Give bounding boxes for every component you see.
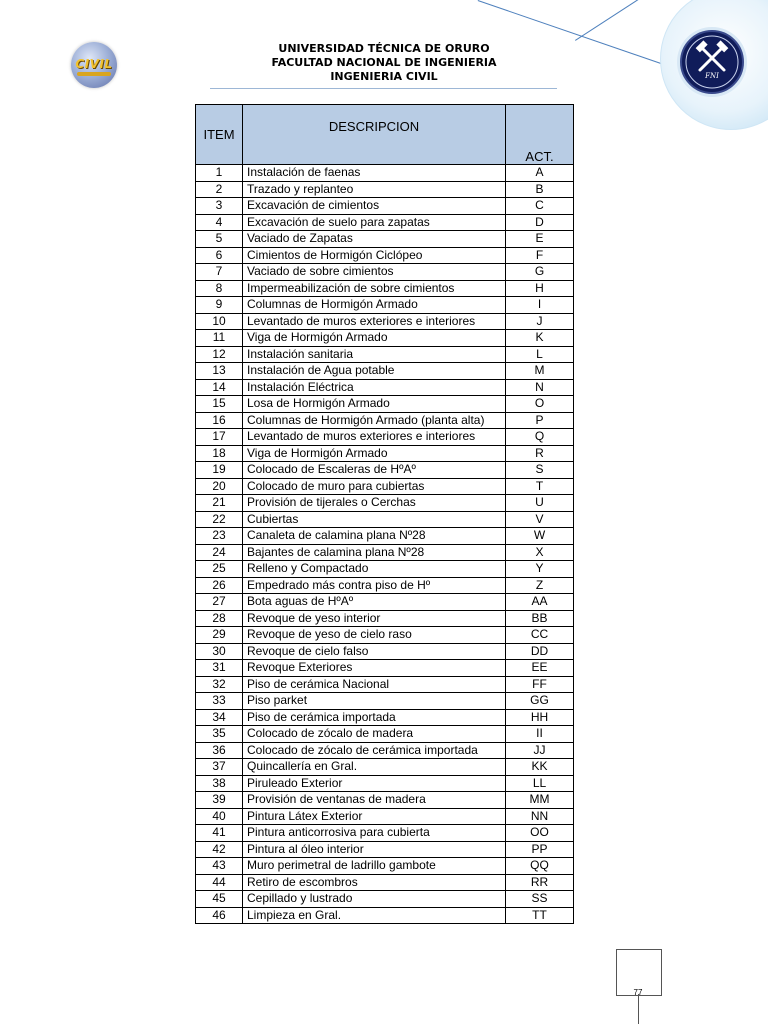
table-row (196, 313, 574, 330)
item-number-cell: 33 (196, 693, 243, 710)
description-cell: Levantado de muros exteriores e interiores (243, 313, 506, 330)
table-row (196, 445, 574, 462)
item-number-cell: 43 (196, 858, 243, 875)
table-row (196, 396, 574, 413)
description-cell: Losa de Hormigón Armado (243, 396, 506, 413)
item-number-cell: 34 (196, 709, 243, 726)
item-number-cell: 27 (196, 594, 243, 611)
item-number-cell: 37 (196, 759, 243, 776)
description-cell: Instalación Eléctrica (243, 379, 506, 396)
activity-code-cell: P (506, 412, 574, 429)
table-row (196, 891, 574, 908)
table-row (196, 825, 574, 842)
table-row (196, 231, 574, 248)
activity-code-cell: X (506, 544, 574, 561)
table-row (196, 792, 574, 809)
item-number-cell: 36 (196, 742, 243, 759)
item-number-cell: 4 (196, 214, 243, 231)
activity-code-cell: I (506, 297, 574, 314)
table-row (196, 759, 574, 776)
table-row (196, 808, 574, 825)
item-number-cell: 45 (196, 891, 243, 908)
description-cell: Quincallería en Gral. (243, 759, 506, 776)
item-number-cell: 9 (196, 297, 243, 314)
description-cell: Cimientos de Hormigón Ciclópeo (243, 247, 506, 264)
table-row (196, 528, 574, 545)
activity-code-cell: TT (506, 907, 574, 924)
table-row (196, 330, 574, 347)
item-number-cell: 13 (196, 363, 243, 380)
item-number-cell: 39 (196, 792, 243, 809)
activity-code-cell: MM (506, 792, 574, 809)
table-row (196, 478, 574, 495)
item-number-cell: 5 (196, 231, 243, 248)
activity-code-cell: A (506, 165, 574, 182)
description-cell: Viga de Hormigón Armado (243, 445, 506, 462)
table-header-row (196, 105, 574, 165)
activity-code-cell: QQ (506, 858, 574, 875)
item-number-cell: 31 (196, 660, 243, 677)
description-cell: Instalación sanitaria (243, 346, 506, 363)
description-cell: Provisión de ventanas de madera (243, 792, 506, 809)
description-cell: Cepillado y lustrado (243, 891, 506, 908)
table-row (196, 297, 574, 314)
description-cell: Viga de Hormigón Armado (243, 330, 506, 347)
item-number-cell: 17 (196, 429, 243, 446)
column-header-item: ITEM (196, 105, 243, 165)
table-row (196, 462, 574, 479)
table-row (196, 643, 574, 660)
item-number-cell: 35 (196, 726, 243, 743)
activity-code-cell: E (506, 231, 574, 248)
activity-code-cell: H (506, 280, 574, 297)
description-cell: Muro perimetral de ladrillo gambote (243, 858, 506, 875)
table-row (196, 214, 574, 231)
description-cell: Vaciado de sobre cimientos (243, 264, 506, 281)
table-row (196, 841, 574, 858)
item-number-cell: 11 (196, 330, 243, 347)
activity-code-cell: OO (506, 825, 574, 842)
item-number-cell: 23 (196, 528, 243, 545)
description-cell: Colocado de zócalo de cerámica importada (243, 742, 506, 759)
item-number-cell: 12 (196, 346, 243, 363)
description-cell: Provisión de tijerales o Cerchas (243, 495, 506, 512)
table-row (196, 874, 574, 891)
faculty-name: FACULTAD NACIONAL DE INGENIERIA (271, 56, 497, 69)
activity-code-cell: V (506, 511, 574, 528)
activity-code-cell: LL (506, 775, 574, 792)
description-cell: Instalación de faenas (243, 165, 506, 182)
table-row (196, 165, 574, 182)
table-row (196, 495, 574, 512)
table-row (196, 775, 574, 792)
item-number-cell: 22 (196, 511, 243, 528)
description-cell: Pintura al óleo interior (243, 841, 506, 858)
department-name: INGENIERIA CIVIL (330, 70, 438, 83)
table-row (196, 561, 574, 578)
description-cell: Revoque de yeso interior (243, 610, 506, 627)
activity-code-cell: W (506, 528, 574, 545)
activity-code-cell: L (506, 346, 574, 363)
activity-code-cell: NN (506, 808, 574, 825)
column-header-activity: ACT. (506, 105, 574, 165)
description-cell: Vaciado de Zapatas (243, 231, 506, 248)
activity-code-cell: SS (506, 891, 574, 908)
description-cell: Columnas de Hormigón Armado (243, 297, 506, 314)
description-cell: Empedrado más contra piso de Hº (243, 577, 506, 594)
description-cell: Trazado y replanteo (243, 181, 506, 198)
table-row (196, 693, 574, 710)
item-number-cell: 30 (196, 643, 243, 660)
table-row (196, 379, 574, 396)
item-number-cell: 20 (196, 478, 243, 495)
table-row (196, 627, 574, 644)
item-number-cell: 3 (196, 198, 243, 215)
item-number-cell: 18 (196, 445, 243, 462)
table-row (196, 264, 574, 281)
description-cell: Bota aguas de HºAº (243, 594, 506, 611)
activity-code-cell: CC (506, 627, 574, 644)
description-cell: Relleno y Compactado (243, 561, 506, 578)
activity-code-cell: T (506, 478, 574, 495)
activity-code-cell: RR (506, 874, 574, 891)
item-number-cell: 2 (196, 181, 243, 198)
activity-code-cell: R (506, 445, 574, 462)
description-cell: Colocado de Escaleras de HºAº (243, 462, 506, 479)
activity-code-cell: KK (506, 759, 574, 776)
table-row (196, 346, 574, 363)
header-divider (210, 88, 557, 89)
item-number-cell: 21 (196, 495, 243, 512)
badge-label: FNI (705, 72, 719, 80)
table-row (196, 511, 574, 528)
description-cell: Colocado de muro para cubiertas (243, 478, 506, 495)
table-row (196, 280, 574, 297)
item-number-cell: 44 (196, 874, 243, 891)
description-cell: Colocado de zócalo de madera (243, 726, 506, 743)
item-number-cell: 41 (196, 825, 243, 842)
description-cell: Excavación de cimientos (243, 198, 506, 215)
table-row (196, 363, 574, 380)
table-row (196, 577, 574, 594)
activity-code-cell: F (506, 247, 574, 264)
table-row (196, 247, 574, 264)
table-row (196, 412, 574, 429)
item-number-cell: 6 (196, 247, 243, 264)
table-row (196, 198, 574, 215)
description-cell: Piruleado Exterior (243, 775, 506, 792)
activity-code-cell: C (506, 198, 574, 215)
item-number-cell: 26 (196, 577, 243, 594)
activity-code-cell: N (506, 379, 574, 396)
item-number-cell: 32 (196, 676, 243, 693)
item-number-cell: 19 (196, 462, 243, 479)
activity-code-cell: M (506, 363, 574, 380)
activity-code-cell: D (506, 214, 574, 231)
university-name: UNIVERSIDAD TÉCNICA DE ORURO (278, 42, 490, 55)
table-row (196, 858, 574, 875)
table-row (196, 742, 574, 759)
description-cell: Bajantes de calamina plana Nº28 (243, 544, 506, 561)
activities-table (195, 104, 574, 924)
item-number-cell: 25 (196, 561, 243, 578)
description-cell: Instalación de Agua potable (243, 363, 506, 380)
item-number-cell: 16 (196, 412, 243, 429)
activity-code-cell: II (506, 726, 574, 743)
activity-code-cell: G (506, 264, 574, 281)
activity-code-cell: GG (506, 693, 574, 710)
description-cell: Excavación de suelo para zapatas (243, 214, 506, 231)
activity-code-cell: DD (506, 643, 574, 660)
item-number-cell: 8 (196, 280, 243, 297)
item-number-cell: 46 (196, 907, 243, 924)
item-number-cell: 1 (196, 165, 243, 182)
description-cell: Piso parket (243, 693, 506, 710)
activity-code-cell: HH (506, 709, 574, 726)
table-row (196, 544, 574, 561)
page-number-line (638, 994, 639, 1024)
description-cell: Canaleta de calamina plana Nº28 (243, 528, 506, 545)
activity-code-cell: U (506, 495, 574, 512)
table-row (196, 610, 574, 627)
logo-text: CIVIL (75, 57, 113, 71)
description-cell: Revoque de cielo falso (243, 643, 506, 660)
item-number-cell: 14 (196, 379, 243, 396)
column-header-description: DESCRIPCION (243, 105, 506, 165)
description-cell: Pintura anticorrosiva para cubierta (243, 825, 506, 842)
item-number-cell: 29 (196, 627, 243, 644)
item-number-cell: 40 (196, 808, 243, 825)
activity-code-cell: JJ (506, 742, 574, 759)
description-cell: Piso de cerámica Nacional (243, 676, 506, 693)
activity-code-cell: Y (506, 561, 574, 578)
description-cell: Limpieza en Gral. (243, 907, 506, 924)
description-cell: Levantado de muros exteriores e interiores (243, 429, 506, 446)
activity-code-cell: FF (506, 676, 574, 693)
item-number-cell: 7 (196, 264, 243, 281)
description-cell: Retiro de escombros (243, 874, 506, 891)
table-row (196, 907, 574, 924)
item-number-cell: 38 (196, 775, 243, 792)
table-row (196, 709, 574, 726)
description-cell: Revoque Exteriores (243, 660, 506, 677)
activity-code-cell: B (506, 181, 574, 198)
item-number-cell: 42 (196, 841, 243, 858)
document-header (0, 42, 768, 84)
activity-code-cell: S (506, 462, 574, 479)
table-row (196, 594, 574, 611)
description-cell: Piso de cerámica importada (243, 709, 506, 726)
item-number-cell: 24 (196, 544, 243, 561)
activity-code-cell: PP (506, 841, 574, 858)
activity-code-cell: Z (506, 577, 574, 594)
activity-code-cell: J (506, 313, 574, 330)
description-cell: Pintura Látex Exterior (243, 808, 506, 825)
activity-code-cell: EE (506, 660, 574, 677)
description-cell: Cubiertas (243, 511, 506, 528)
activity-code-cell: O (506, 396, 574, 413)
description-cell: Columnas de Hormigón Armado (planta alta) (243, 412, 506, 429)
page-number: 77 (633, 988, 643, 997)
description-cell: Revoque de yeso de cielo raso (243, 627, 506, 644)
description-cell: Impermeabilización de sobre cimientos (243, 280, 506, 297)
table-row (196, 429, 574, 446)
table-row (196, 181, 574, 198)
table-row (196, 660, 574, 677)
item-number-cell: 15 (196, 396, 243, 413)
item-number-cell: 10 (196, 313, 243, 330)
activity-code-cell: BB (506, 610, 574, 627)
table-row (196, 726, 574, 743)
activity-code-cell: Q (506, 429, 574, 446)
item-number-cell: 28 (196, 610, 243, 627)
activity-code-cell: K (506, 330, 574, 347)
table-row (196, 676, 574, 693)
activity-code-cell: AA (506, 594, 574, 611)
